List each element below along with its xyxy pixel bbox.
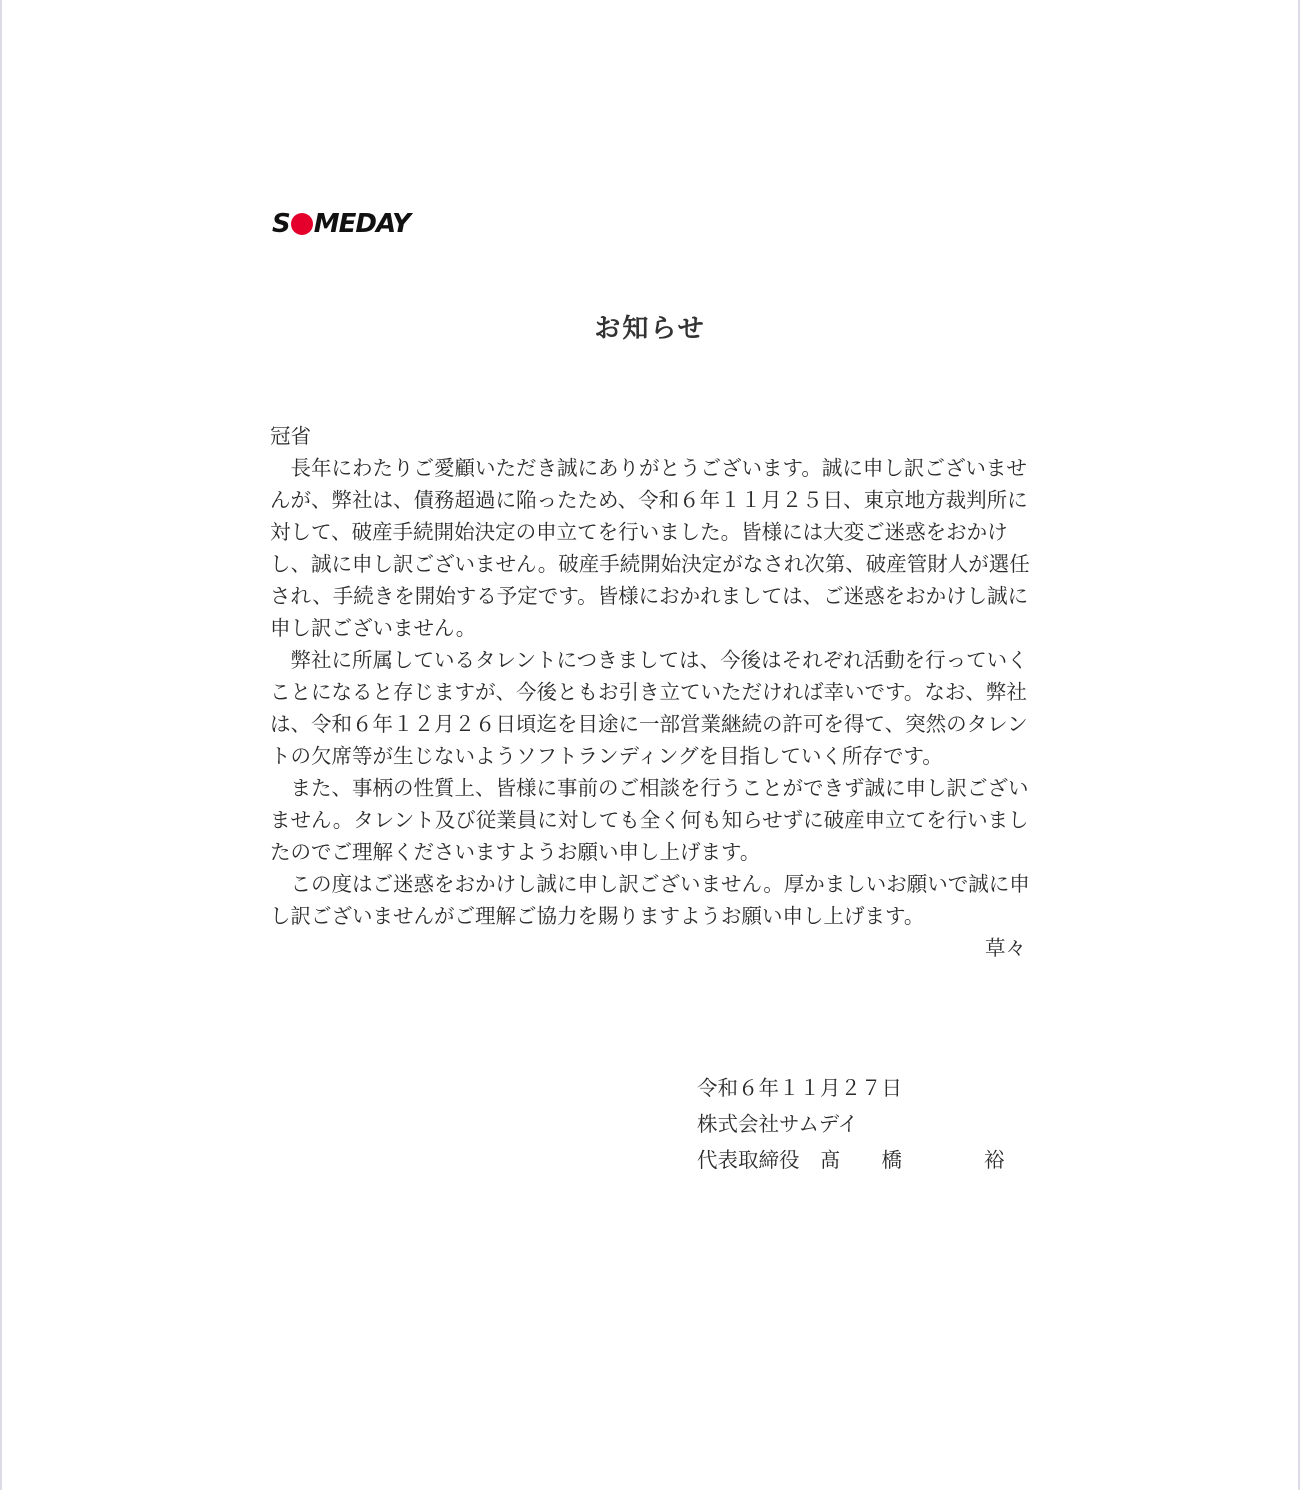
signature-company: 株式会社サムデイ — [697, 1112, 859, 1136]
paragraph-1: 長年にわたりご愛顧いただき誠にありがとうございます。誠に申し訳ございませんが、弊社は、債務超過に陥ったため、令和６年１１月２５日、東京地方裁判所に対して、破産手続開始決定の申立てを行いました。皆様には大変ご迷惑をおかけし、誠に申し訳ございません。破産手続開始決定がなされ次第、破産管財人が選任され、手続きを開始する予定です。皆様におかれましては、ご迷惑をおかけし誠に申し訳ございません。 — [270, 456, 1030, 640]
paragraph-2: 弊社に所属しているタレントにつきましては、今後はそれぞれ活動を行っていくことになると存じますが、今後ともお引き立ていただければ幸いです。なお、弊社は、令和６年１２月２６日頃迄を目途に一部営業継続の許可を得て、突然のタレントの欠席等が生じないようソフトランディングを目指していく所存です。 — [270, 648, 1028, 768]
paragraph-3: また、事柄の性質上、皆様に事前のご相談を行うことができず誠に申し訳ございません。タレント及び従業員に対しても全く何も知らせずに破産申立てを行いましたのでご理解くださいますようお願い申し上げます。 — [270, 776, 1029, 864]
someday-logo — [272, 210, 410, 238]
letter-body — [270, 420, 1032, 964]
logo-sun-icon — [291, 213, 313, 235]
salutation: 冠省 — [270, 424, 311, 448]
paragraph-4: この度はご迷惑をおかけし誠に申し訳ございません。厚かましいお願いで誠に申し訳ございませんがご理解ご協力を賜りますようお願い申し上げます。 — [270, 872, 1030, 928]
signature-block — [697, 1070, 1005, 1178]
closing: 草々 — [985, 936, 1026, 960]
signature-date: 令和６年１１月２７日 — [697, 1076, 902, 1100]
logo-text-left: S — [272, 209, 290, 239]
signature-representative: 代表取締役 髙 橋 裕 — [697, 1148, 1005, 1172]
logo-text-right: MEDAY — [313, 209, 410, 239]
page-title: お知らせ — [594, 314, 706, 344]
